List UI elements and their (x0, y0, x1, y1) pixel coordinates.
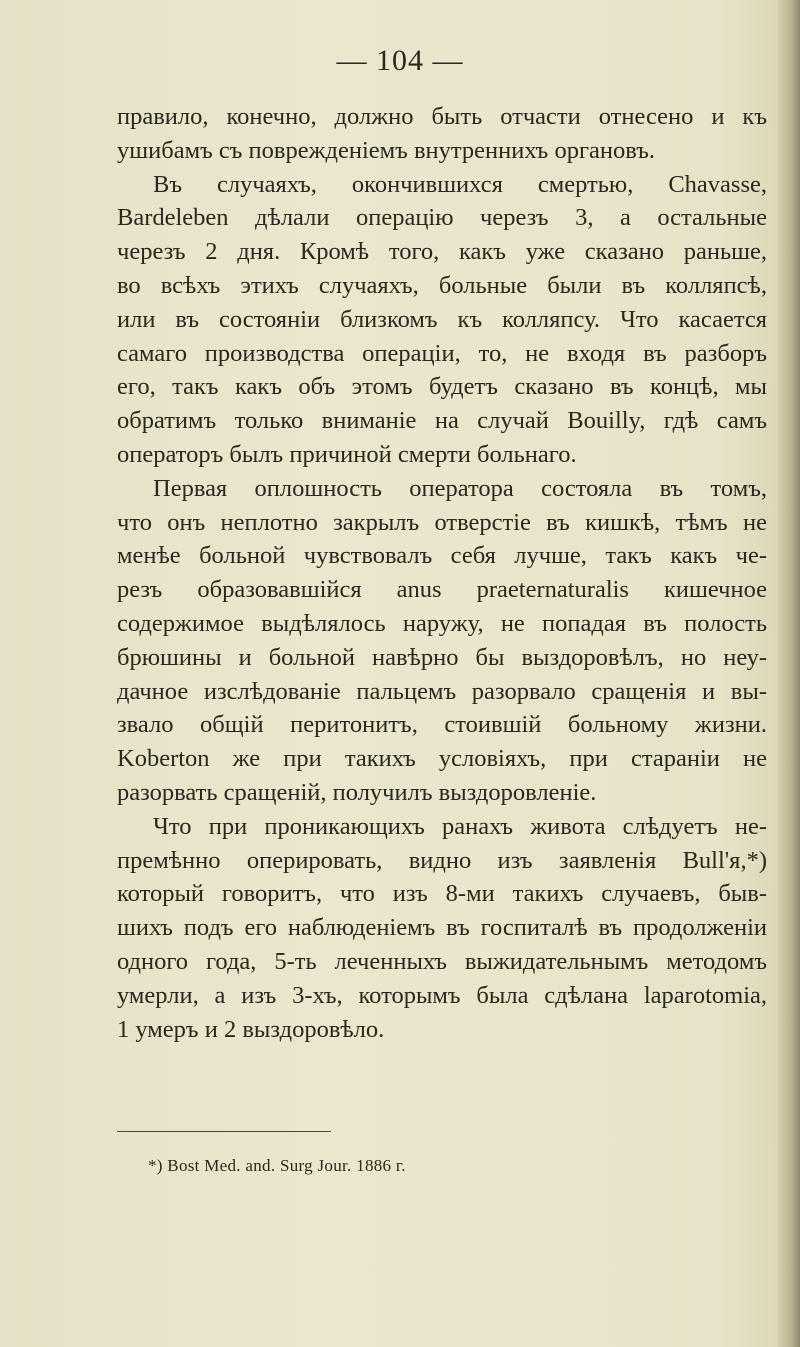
text-line: одного года, 5-ть леченныхъ выжидательнымъ методомъ (117, 947, 767, 975)
body-text (117, 100, 767, 1046)
text-line: черезъ 2 дня. Кромѣ того, какъ уже сказано раньше, (117, 238, 767, 266)
text-line: брюшины и больной навѣрно бы выздоровѣлъ, но неу- (117, 643, 767, 671)
footnote: *) Bost Med. and. Surg Jour. 1886 г. (148, 1156, 406, 1175)
text-line: во всѣхъ этихъ случаяхъ, больные были въ колляпсѣ, (117, 271, 767, 299)
text-line: самаго производства операціи, то, не входя въ разборъ (117, 339, 767, 367)
text-line: операторъ былъ причиной смерти больнаго. (117, 440, 577, 468)
text-line: его, такъ какъ объ этомъ будетъ сказано въ концѣ, мы (117, 373, 767, 401)
text-line: правило, конечно, должно быть отчасти отнесено и къ (117, 103, 767, 130)
text-line: который говоритъ, что изъ 8-ми такихъ случаевъ, быв- (117, 880, 767, 908)
text-line: умерли, а изъ 3-хъ, которымъ была сдѣлана laparotomia, (117, 981, 767, 1009)
text-line: что онъ неплотно закрылъ отверстіе въ кишкѣ, тѣмъ не (117, 508, 767, 536)
text-line: дачное изслѣдованіе пальцемъ разорвало сращенія и вы- (117, 677, 767, 705)
text-line: 1 умеръ и 2 выздоровѣло. (117, 1015, 385, 1043)
text-line: резъ образовавшійся anus praeternaturalis кишечное (117, 576, 767, 604)
text-line: звало общій перитонитъ, стоившій больному жизни. (117, 711, 767, 739)
footnote-divider (117, 1131, 331, 1132)
text-line: содержимое выдѣлялось наружу, не попадая въ полость (117, 609, 767, 637)
text-line: обратимъ только вниманіе на случай Bouilly, гдѣ самъ (117, 407, 767, 435)
text-line: Что при проникающихъ ранахъ живота слѣдуетъ не- (153, 812, 767, 840)
text-line: Въ случаяхъ, окончившихся смертью, Chavasse, (153, 170, 767, 198)
text-line: разорвать сращеній, получилъ выздоровленіе. (117, 778, 597, 806)
text-line: Bardeleben дѣлали операцію черезъ 3, а остальные (117, 204, 767, 232)
text-line: Koberton же при такихъ условіяхъ, при стараніи не (117, 745, 767, 773)
text-line: ушибамъ съ поврежденіемъ внутреннихъ органовъ. (117, 136, 655, 164)
page-number: — 104 — (336, 44, 464, 77)
text-line: шихъ подъ его наблюденіемъ въ госпиталѣ въ продолженіи (117, 914, 767, 942)
text-line: Первая оплошность оператора состояла въ томъ, (153, 474, 767, 502)
page-binding-edge (778, 0, 800, 1347)
text-line: менѣе больной чувствовалъ себя лучше, такъ какъ че- (117, 542, 767, 570)
text-line: премѣнно оперировать, видно изъ заявленія Bull'я,*) (117, 846, 767, 874)
text-line: или въ состояніи близкомъ къ колляпсу. Что касается (117, 305, 767, 333)
